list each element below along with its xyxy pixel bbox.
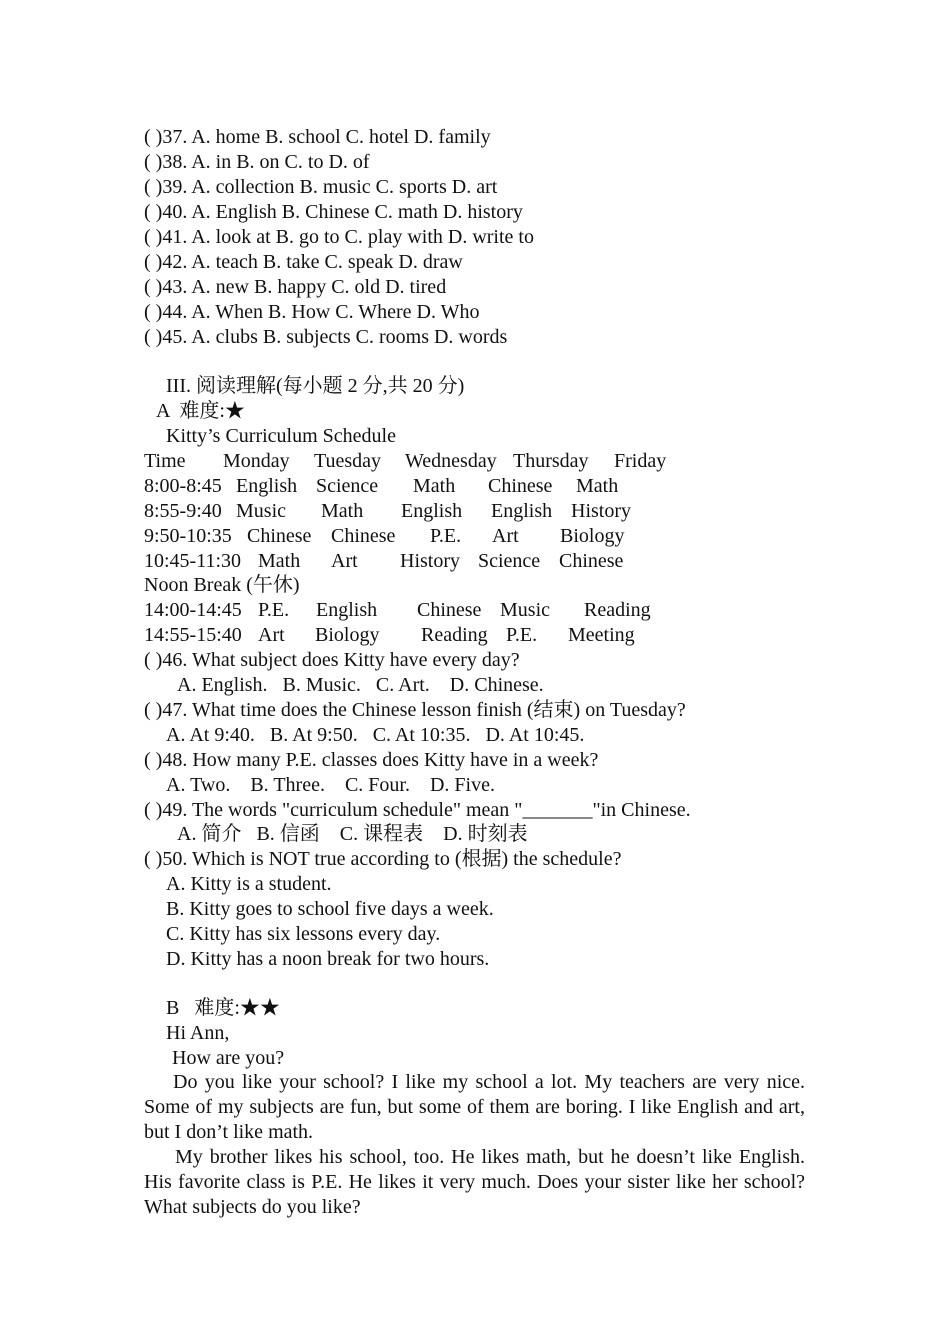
schedule-cell-time: 14:00-14:45 (144, 599, 242, 621)
schedule-cell: Music (500, 599, 550, 621)
schedule-cell: Chinese (559, 550, 624, 572)
schedule-cell: Art (331, 550, 358, 572)
schedule-cell: Chinese (331, 525, 396, 547)
schedule-header-tuesday: Tuesday (314, 450, 382, 472)
schedule-cell: History (400, 550, 460, 572)
schedule-header-time: Time (144, 450, 186, 472)
schedule-cell: Music (236, 500, 286, 522)
section-heading: III. 阅读理解(每小题 2 分,共 20 分) (166, 375, 465, 397)
schedule-cell: Reading (421, 624, 488, 646)
schedule-cell: History (571, 500, 631, 522)
part-a-label: A 难度:★ (156, 400, 245, 422)
schedule-title: Kitty’s Curriculum Schedule (166, 425, 396, 447)
question-46: ( )46. What subject does Kitty have every day? (144, 649, 520, 671)
letter-greeting: Hi Ann, (166, 1022, 230, 1044)
schedule-cell: Art (492, 525, 519, 547)
schedule-cell: Biology (560, 525, 625, 547)
question-50-option-d: D. Kitty has a noon break for two hours. (166, 948, 490, 970)
schedule-cell: Reading (584, 599, 651, 621)
schedule-cell: Math (258, 550, 301, 572)
question-50-option-b: B. Kitty goes to school five days a week. (166, 898, 494, 920)
cloze-item-42: ( )42. A. teach B. take C. speak D. draw (144, 251, 463, 273)
schedule-cell-time: 10:45-11:30 (144, 550, 242, 572)
schedule-header-monday: Monday (223, 450, 290, 472)
cloze-item-40: ( )40. A. English B. Chinese C. math D. history (144, 201, 523, 223)
cloze-item-44: ( )44. A. When B. How C. Where D. Who (144, 301, 480, 323)
letter-line-1: How are you? (172, 1047, 285, 1069)
schedule-cell-time: 8:00-8:45 (144, 475, 222, 497)
schedule-header-wednesday: Wednesday (405, 450, 497, 472)
schedule-header-thursday: Thursday (513, 450, 589, 472)
schedule-cell: P.E. (430, 525, 462, 547)
schedule-cell: Science (478, 550, 541, 572)
schedule-cell: Biology (315, 624, 380, 646)
schedule-cell-time: 8:55-9:40 (144, 500, 222, 522)
noon-break: Noon Break (午休) (144, 574, 300, 596)
schedule-cell: P.E. (506, 624, 538, 646)
part-b-label: B 难度:★★ (166, 997, 280, 1019)
question-48-options: A. Two. B. Three. C. Four. D. Five. (166, 774, 495, 796)
cloze-item-43: ( )43. A. new B. happy C. old D. tired (144, 276, 447, 298)
schedule-cell: Math (321, 500, 364, 522)
question-47-options: A. At 9:40. B. At 9:50. C. At 10:35. D. At 10:45. (166, 724, 585, 746)
question-49: ( )49. The words "curriculum schedule" mean "_______"in Chinese. (144, 799, 691, 821)
cloze-item-38: ( )38. A. in B. on C. to D. of (144, 151, 370, 173)
schedule-cell: Math (576, 475, 619, 497)
schedule-cell: English (316, 599, 378, 621)
letter-paragraph-2: My brother likes his school, too. He likes math, but he doesn’t like English. His favorite class is P.E. He likes it very much. Does your sister like her school? What subjects do you like? (144, 1146, 805, 1218)
schedule-cell: Math (413, 475, 456, 497)
schedule-cell: Chinese (417, 599, 482, 621)
schedule-cell: P.E. (258, 599, 290, 621)
cloze-item-45: ( )45. A. clubs B. subjects C. rooms D. words (144, 326, 508, 348)
schedule-cell: Chinese (488, 475, 553, 497)
cloze-item-39: ( )39. A. collection B. music C. sports D. art (144, 176, 498, 198)
question-50-option-c: C. Kitty has six lessons every day. (166, 923, 441, 945)
letter-paragraph-1: Do you like your school? I like my school a lot. My teachers are very nice. Some of my subjects are fun, but some of them are boring. I like English and art, but I don’t like math. (144, 1071, 805, 1143)
question-47: ( )47. What time does the Chinese lesson finish (结束) on Tuesday? (144, 699, 686, 721)
cloze-item-41: ( )41. A. look at B. go to C. play with D. write to (144, 226, 534, 248)
schedule-cell: English (491, 500, 553, 522)
schedule-cell-time: 9:50-10:35 (144, 525, 232, 547)
cloze-item-37: ( )37. A. home B. school C. hotel D. family (144, 126, 491, 148)
schedule-cell: Science (316, 475, 379, 497)
schedule-cell: English (401, 500, 463, 522)
question-50: ( )50. Which is NOT true according to (根据) the schedule? (144, 848, 622, 870)
schedule-cell: Chinese (247, 525, 312, 547)
schedule-cell: Art (258, 624, 285, 646)
question-50-option-a: A. Kitty is a student. (166, 873, 332, 895)
question-46-options: A. English. B. Music. C. Art. D. Chinese. (177, 674, 544, 696)
question-49-options: A. 简介 B. 信函 C. 课程表 D. 时刻表 (177, 823, 528, 845)
schedule-cell: English (236, 475, 298, 497)
question-48: ( )48. How many P.E. classes does Kitty have in a week? (144, 749, 599, 771)
schedule-header-friday: Friday (614, 450, 667, 472)
schedule-cell-time: 14:55-15:40 (144, 624, 242, 646)
schedule-cell: Meeting (568, 624, 635, 646)
